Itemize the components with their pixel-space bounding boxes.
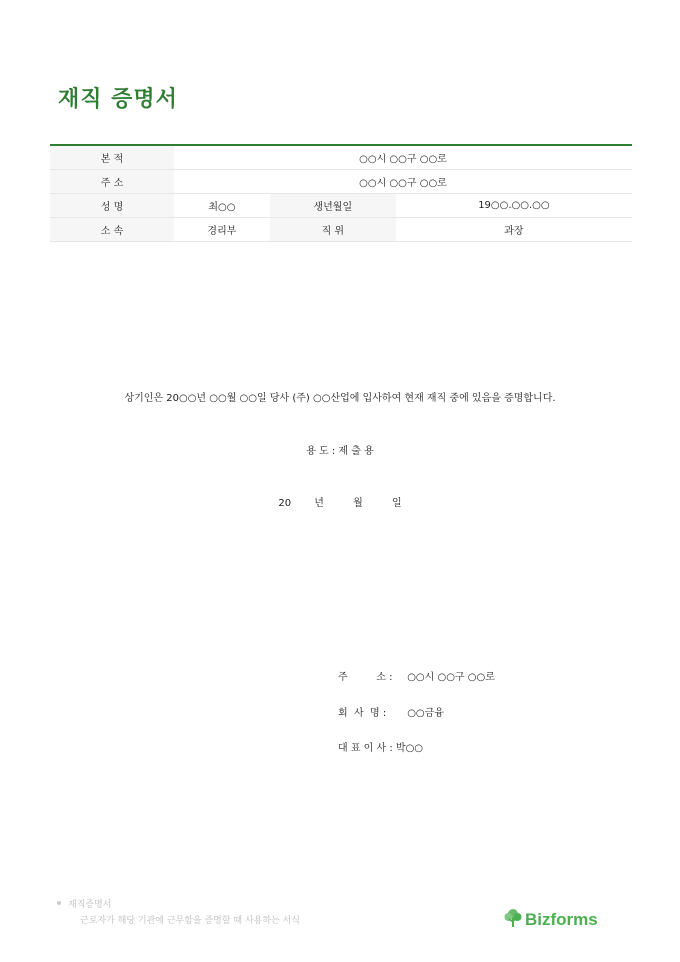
date-year: 20: [278, 498, 292, 509]
issuer-ceo-value: 박○○: [395, 743, 424, 754]
footer-doc-name: 재직증명서: [68, 900, 112, 910]
table-row: [50, 218, 632, 242]
footer-description: 근로자가 해당 기관에 근무함을 증명할 때 사용하는 서식: [80, 916, 300, 926]
brand-name: Bizforms: [525, 910, 598, 929]
value-domicile: ○○시 ○○구 ○○로: [174, 145, 632, 170]
value-name: 최○○: [174, 194, 270, 218]
issuer-ceo: [338, 739, 423, 754]
label-name: 성 명: [50, 194, 174, 218]
value-department: 경리부: [174, 218, 270, 242]
issuer-ceo-label: 대 표 이 사 :: [338, 743, 393, 754]
purpose-line: 용 도 : 제 출 용: [306, 446, 374, 457]
issue-date: [0, 494, 680, 509]
issuer-address-label: 주 소 :: [338, 672, 393, 683]
value-birthdate: 19○○.○○.○○: [396, 194, 632, 218]
issuer-company-label: 회 사 명 :: [338, 708, 387, 719]
issuer-address: [338, 668, 495, 683]
label-birthdate: 생년월일: [270, 194, 396, 218]
table-row: [50, 194, 632, 218]
brand-logo: [504, 908, 598, 932]
value-address: ○○시 ○○구 ○○로: [174, 170, 632, 194]
table-row: [50, 145, 632, 170]
label-department: 소 속: [50, 218, 174, 242]
issuer-address-value: ○○시 ○○구 ○○로: [407, 672, 495, 683]
bullet-icon: [57, 901, 61, 905]
label-position: 직 위: [270, 218, 396, 242]
date-year-unit: 년: [314, 498, 324, 509]
document-title: 재직 증명서: [58, 87, 178, 112]
tree-icon: [504, 908, 522, 932]
date-day-unit: 일: [391, 498, 402, 509]
value-position: 과장: [396, 218, 632, 242]
label-domicile: 본 적: [50, 145, 174, 170]
table-row: [50, 170, 632, 194]
issuer-company-value: ○○금융: [407, 708, 444, 719]
certification-statement: 상기인은 20○○년 ○○월 ○○일 당사 (주) ○○산업에 입사하여 현재 재직 중에 있음을 증명합니다.: [124, 393, 556, 404]
issuer-company: [338, 704, 444, 719]
label-address: 주 소: [50, 170, 174, 194]
date-month-unit: 월: [353, 498, 363, 509]
info-table: [50, 144, 632, 242]
